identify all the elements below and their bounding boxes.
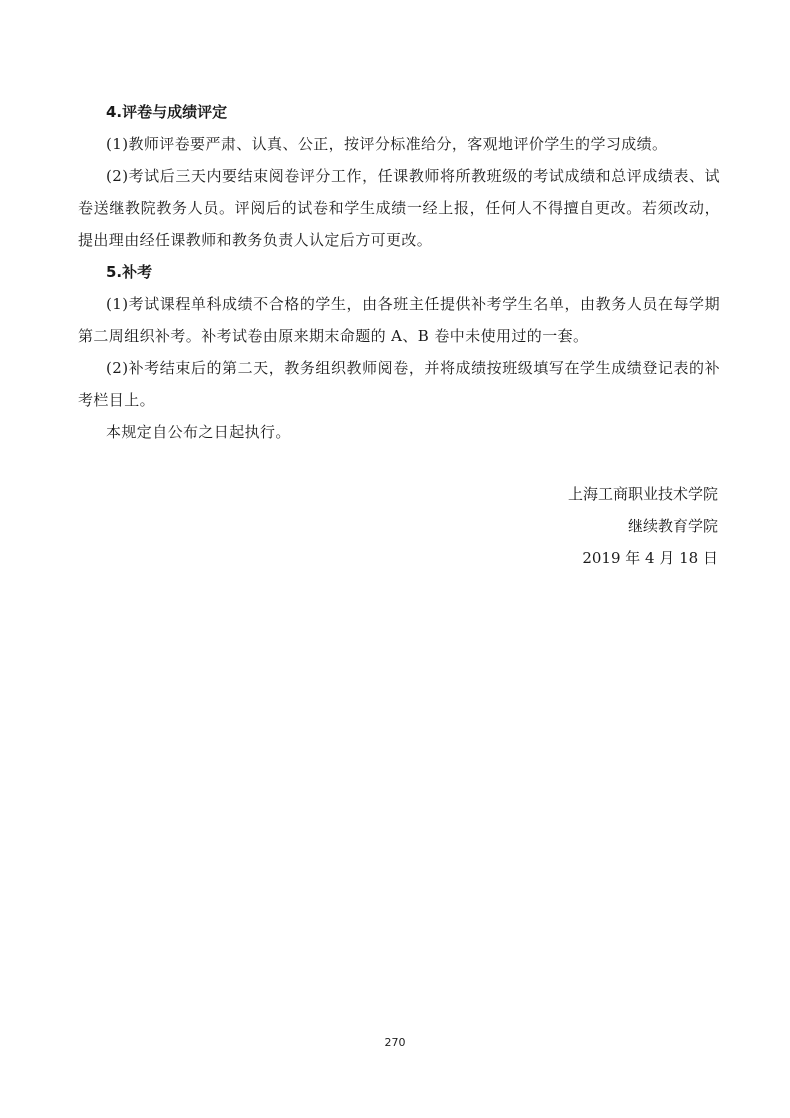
closing-statement: 本规定自公布之日起执行。 bbox=[106, 423, 291, 441]
signature-institution: 上海工商职业技术学院 bbox=[567, 485, 718, 503]
section-heading-grading: 4.评卷与成绩评定 bbox=[106, 103, 228, 121]
page-number: 270 bbox=[384, 1036, 406, 1049]
signature-department: 继续教育学院 bbox=[627, 517, 718, 535]
paragraph-grading-2: (2)考试后三天内要结束阅卷评分工作，任课教师将所教班级的考试成绩和总评成绩表、试卷送继教院教务人员。评阅后的试卷和学生成绩一经上报，任何人不得擅自更改。若须改动，提出理由经任课教师和教务负责人认定后方可更改。 bbox=[78, 167, 720, 249]
paragraph-grading-1: (1)教师评卷要严肃、认真、公正，按评分标准给分，客观地评价学生的学习成绩。 bbox=[106, 135, 668, 153]
section-heading-makeup-exam: 5.补考 bbox=[106, 263, 153, 281]
paragraph-makeup-2: (2)补考结束后的第二天，教务组织教师阅卷，并将成绩按班级填写在学生成绩登记表的补考栏目上。 bbox=[78, 359, 720, 409]
signature-date: 2019 年 4 月 18 日 bbox=[582, 549, 718, 567]
document-body bbox=[78, 96, 720, 448]
signature-block bbox=[568, 478, 718, 574]
paragraph-makeup-1: (1)考试课程单科成绩不合格的学生，由各班主任提供补考学生名单，由教务人员在每学期第二周组织补考。补考试卷由原来期末命题的 A、B 卷中未使用过的一套。 bbox=[78, 295, 720, 345]
